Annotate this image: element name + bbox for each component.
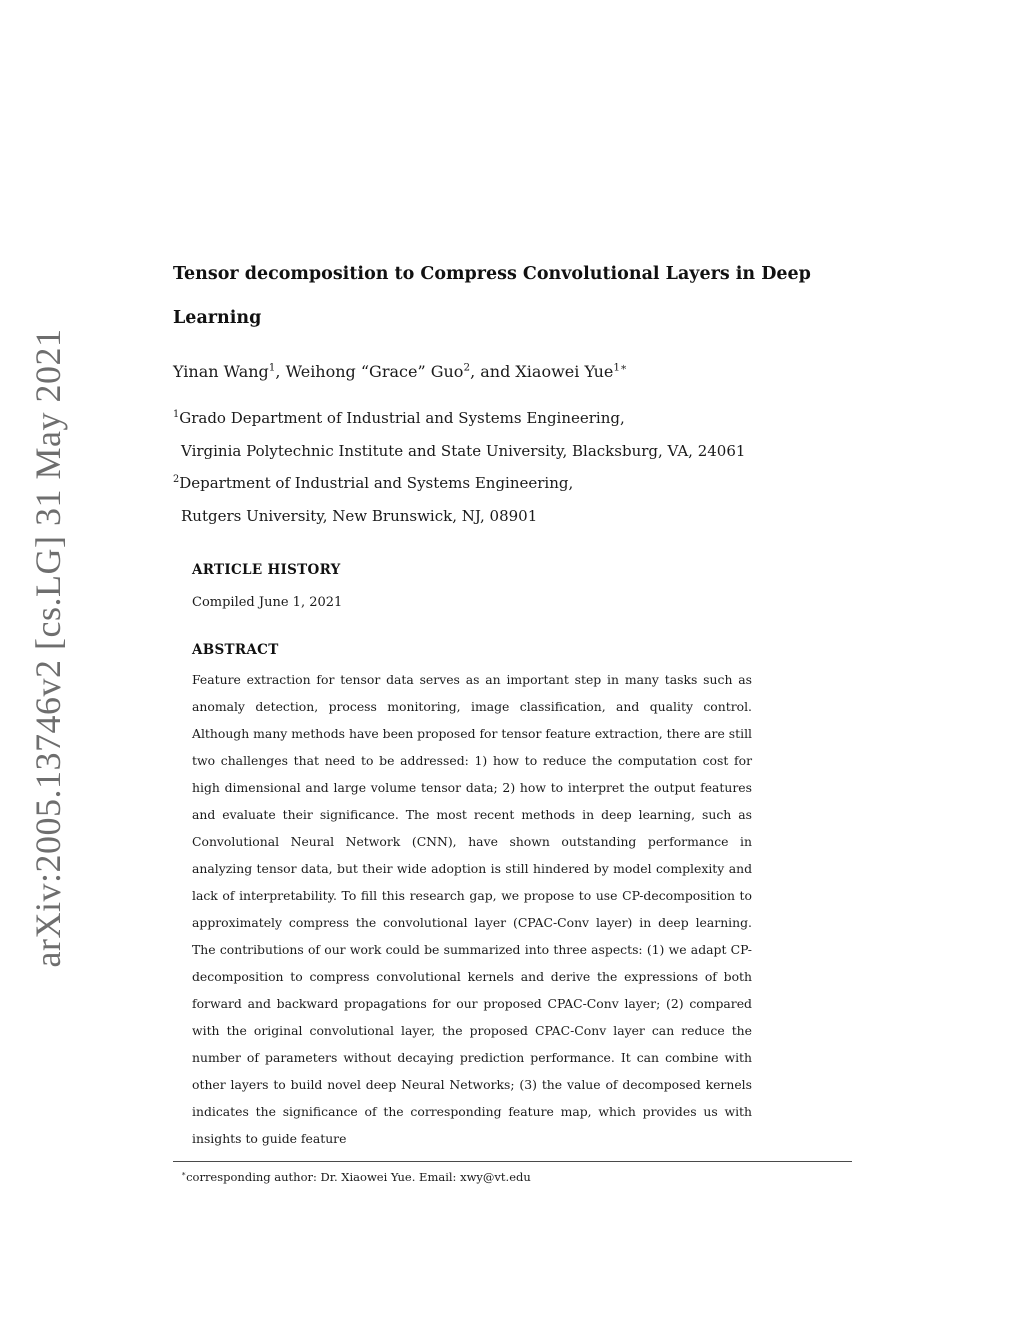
affiliation-1-line-2: Virginia Polytechnic Institute and State University, Blacksburg, VA, 24061 <box>181 441 746 460</box>
author-separator: , <box>275 362 286 381</box>
author-list <box>173 360 627 384</box>
affiliations <box>173 402 745 532</box>
affiliation-text: Grado Department of Industrial and Systems Engineering, <box>179 409 625 427</box>
affiliation-1-line-1 <box>173 402 745 435</box>
footnote-text: corresponding author: Dr. Xiaowei Yue. Email: xwy@vt.edu <box>186 1170 531 1184</box>
paper-title: Tensor decomposition to Compress Convolutional Layers in Deep Learning <box>173 264 811 328</box>
author-affiliation-mark: 1 <box>268 361 276 374</box>
author-affiliation-mark: 2 <box>463 361 471 374</box>
footnote <box>181 1168 531 1186</box>
abstract-heading: ABSTRACT <box>192 642 279 658</box>
author-separator: , and <box>470 362 516 381</box>
author-name: Weihong “Grace” Guo <box>285 362 464 381</box>
compiled-date: Compiled June 1, 2021 <box>192 595 343 610</box>
abstract-body: Feature extraction for tensor data serves as an important step in many tasks such as anomaly detection, process monitoring, image classification, and quality control. Although many methods have been proposed for tensor feature extraction, there are still two challenges that need to be addressed: 1) how to reduce the computation cost for high dimensional and large volume tensor data; 2) how to interpret the output features and evaluate their significance. The most recent methods in deep learning, such as Convolutional Neural Network (CNN), have shown outstanding performance in analyzing tensor data, but their wide adoption is still hindered by model complexity and lack of interpretability. To fill this research gap, we propose to use CP-decomposition to approximately compress the convolutional layer (CPAC-Conv layer) in deep learning. The contributions of our work could be summarized into three aspects: (1) we adapt CP-decomposition to compress convolutional kernels and derive the expressions of both forward and backward propagations for our proposed CPAC-Conv layer; (2) compared with the original convolutional layer, the proposed CPAC-Conv layer can reduce the number of parameters without decaying prediction performance. It can combine with other layers to build novel deep Neural Networks; (3) the value of decomposed kernels indicates the significance of the corresponding feature map, which provides us with insights to guide feature <box>192 672 752 1146</box>
footnote-marker: ∗ <box>181 1169 187 1179</box>
affiliation-2-line-1 <box>173 467 745 500</box>
arxiv-identifier: arXiv:2005.13746v2 [cs.LG] 31 May 2021 <box>28 328 68 968</box>
affiliation-text: Department of Industrial and Systems Engineering, <box>179 474 574 492</box>
author-affiliation-mark: 1∗ <box>613 361 628 374</box>
author-name: Yinan Wang <box>173 362 269 381</box>
article-history-heading: ARTICLE HISTORY <box>192 562 341 578</box>
affiliation-2-line-2: Rutgers University, New Brunswick, NJ, 08901 <box>181 506 538 525</box>
affiliation-mark: 2 <box>173 474 180 485</box>
affiliation-mark: 1 <box>173 409 180 420</box>
footnote-divider <box>173 1161 852 1162</box>
author-name: Xiaowei Yue <box>515 362 614 381</box>
